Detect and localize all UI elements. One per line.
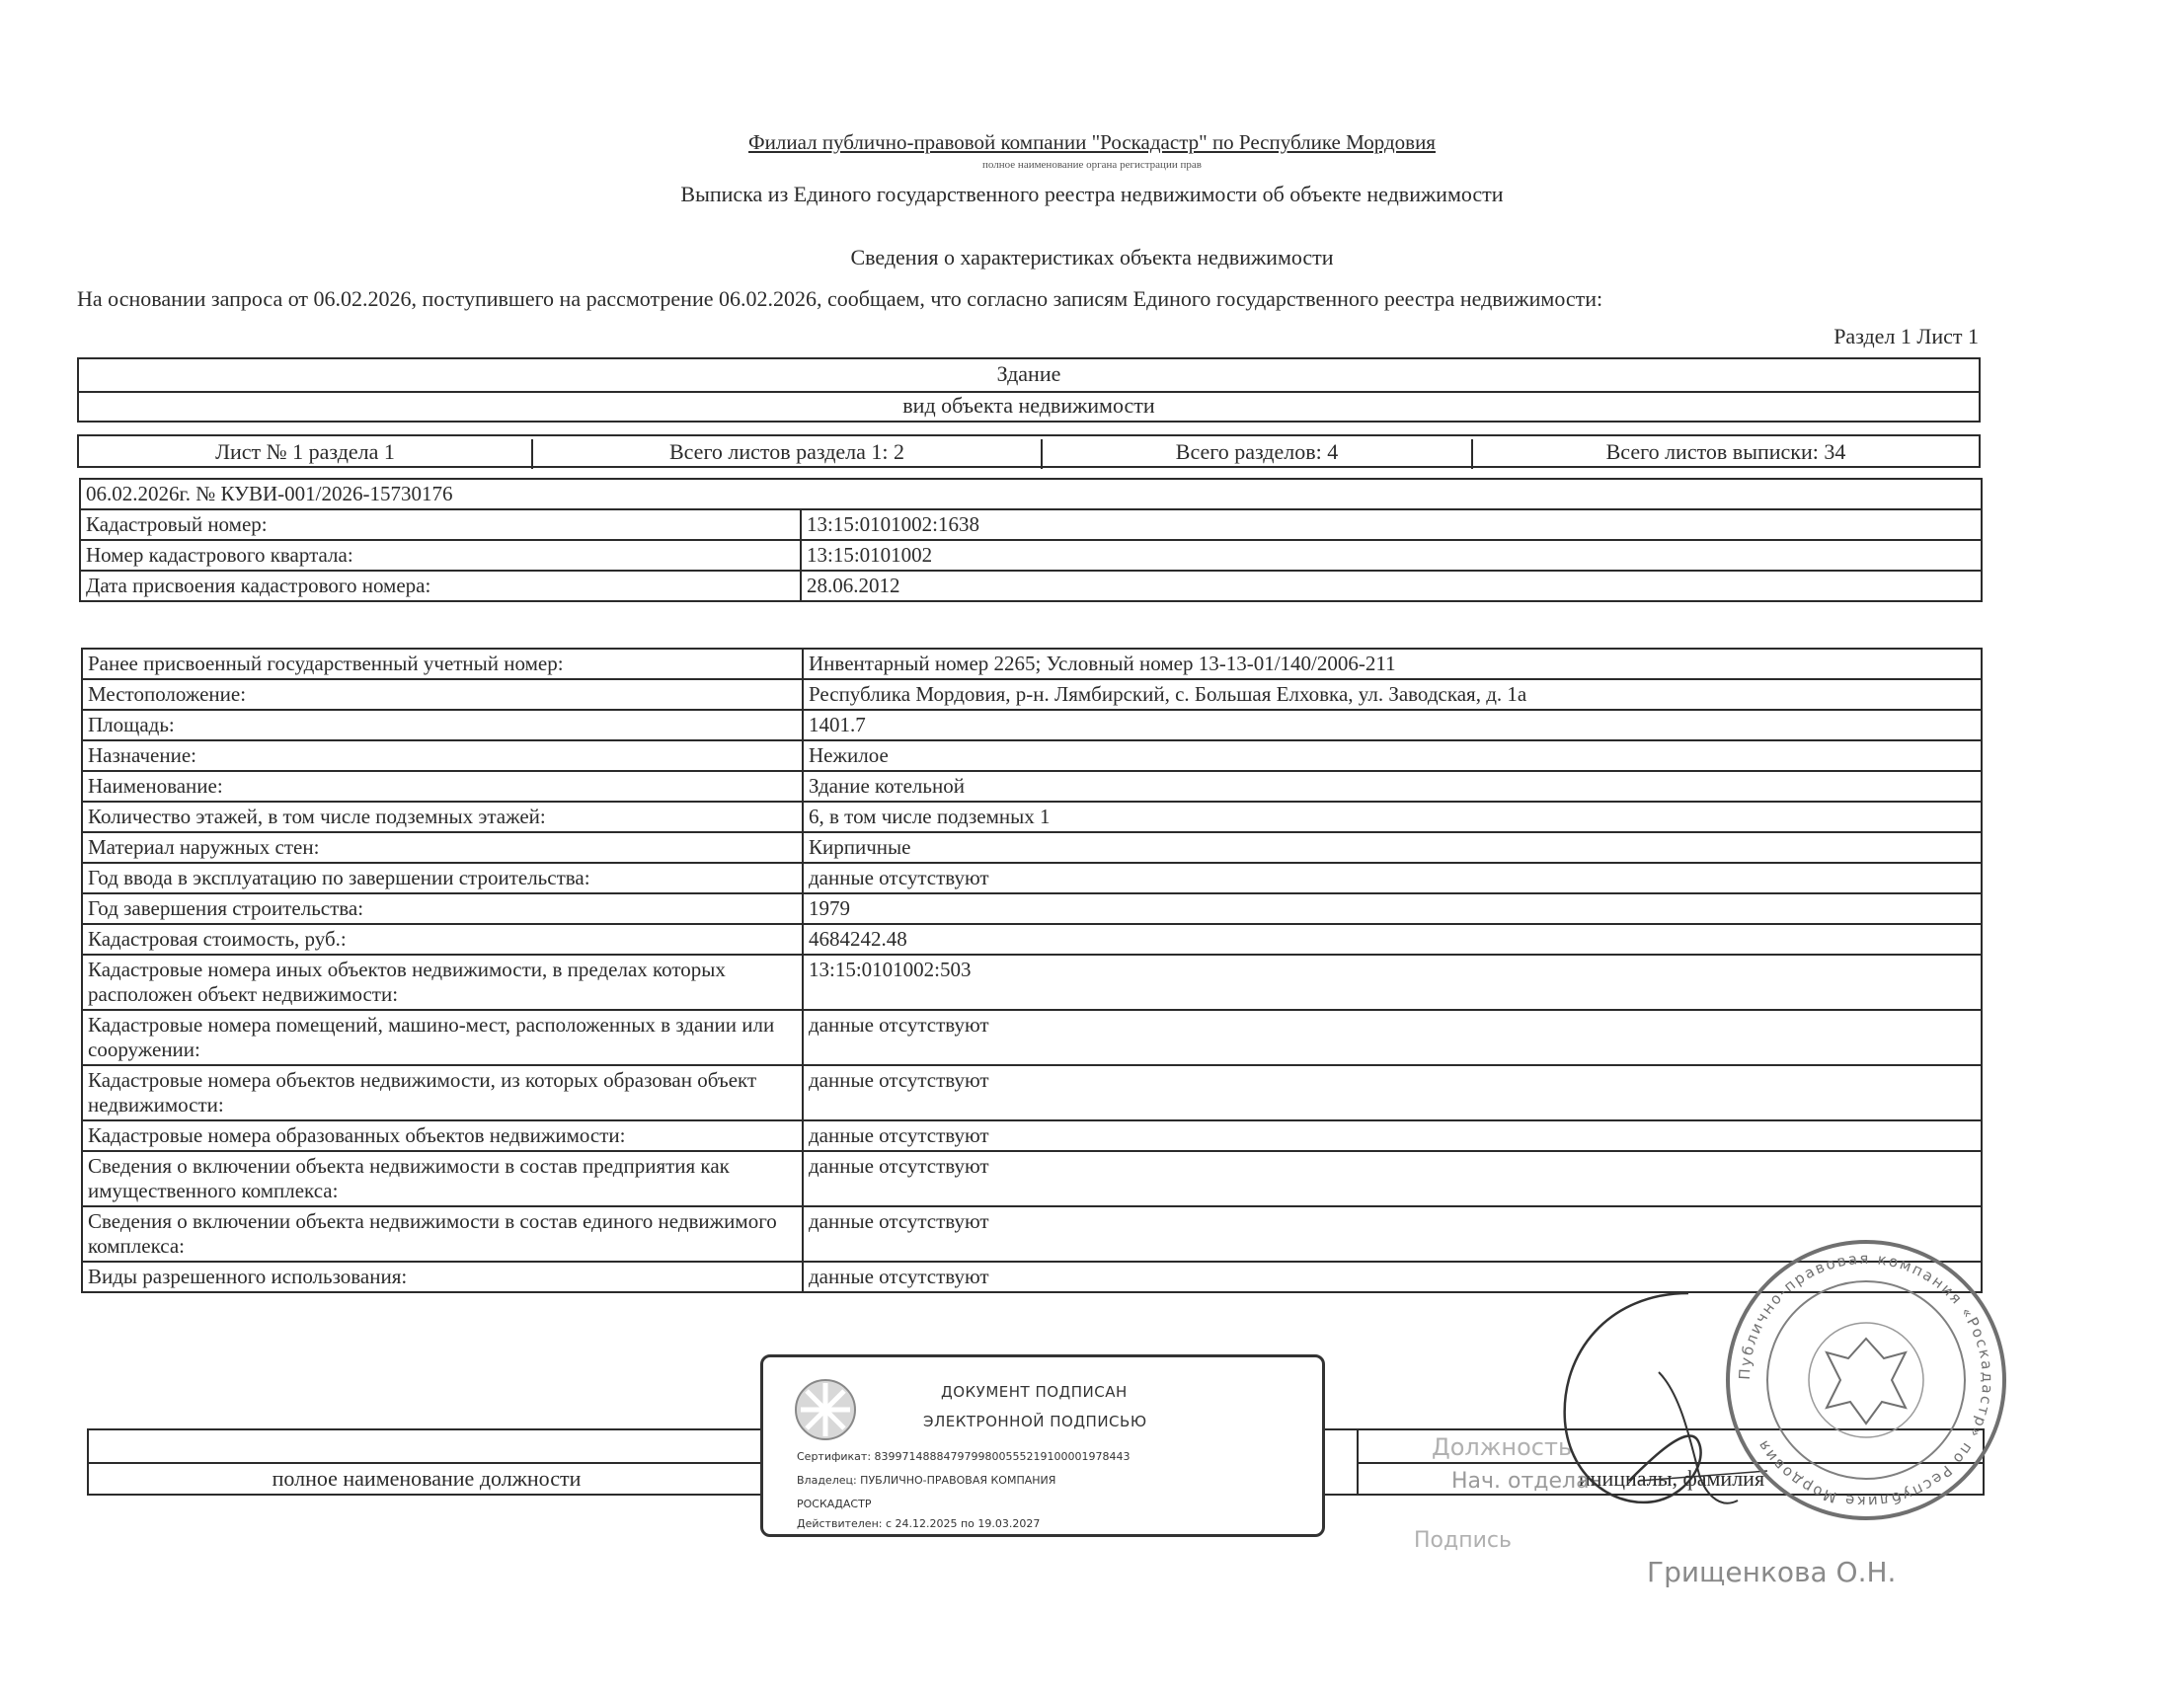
total-extract-sheets: Всего листов выписки: 34 xyxy=(1605,439,1846,464)
table-row xyxy=(80,540,1982,571)
initials-caption: инициалы, фамилия xyxy=(1578,1466,1765,1491)
section-title: Сведения о характеристиках объекта недвижимости xyxy=(850,245,1334,270)
request-number: 06.02.2026г. № КУВИ-001/2026-15730176 xyxy=(80,479,1982,509)
table-row xyxy=(82,1065,1982,1120)
row-label: Кадастровые номера образованных объектов недвижимости: xyxy=(82,1120,803,1151)
esign-certificate: Сертификат: 8399714888479799800555219100001978443 xyxy=(797,1450,1131,1463)
row-value: Инвентарный номер 2265; Условный номер 13-13-01/140/2006-211 xyxy=(803,649,1982,679)
table-row xyxy=(82,740,1982,771)
row-label: Дата присвоения кадастрового номера: xyxy=(80,571,801,601)
total-section-sheets: Всего листов раздела 1: 2 xyxy=(533,439,1043,469)
table-row xyxy=(82,679,1982,710)
esign-title-line2: ЭЛЕКТРОННОЙ ПОДПИСЬЮ xyxy=(923,1413,1147,1430)
row-value: 1979 xyxy=(803,893,1982,924)
table-row xyxy=(82,1010,1982,1065)
table-row xyxy=(82,771,1982,802)
table-row xyxy=(82,649,1982,679)
table-row xyxy=(82,893,1982,924)
seal-text: Публично-правовая компания «Роскадастр» по Республике Мордовия xyxy=(1735,1249,1997,1511)
row-value: 1401.7 xyxy=(803,710,1982,740)
row-value: 13:15:0101002:1638 xyxy=(801,509,1982,540)
row-label: Год завершения строительства: xyxy=(82,893,803,924)
handwritten-name: Грищенкова О.Н. xyxy=(1647,1556,1897,1588)
object-type-box xyxy=(77,357,1981,423)
total-sections: Всего разделов: 4 xyxy=(1043,439,1473,469)
table-row xyxy=(80,479,1982,509)
row-value: данные отсутствуют xyxy=(803,1010,1982,1065)
row-label: Наименование: xyxy=(82,771,803,802)
position-cell xyxy=(89,1430,766,1494)
row-value: Кирпичные xyxy=(803,832,1982,863)
row-label: Виды разрешенного использования: xyxy=(82,1262,803,1292)
table-row xyxy=(82,924,1982,955)
table-row xyxy=(80,509,1982,540)
organization-name: Филиал публично-правовой компании "Роскадастр" по Республике Мордовия xyxy=(748,130,1436,154)
sheet-number: Лист № 1 раздела 1 xyxy=(79,439,533,469)
row-label: Местоположение: xyxy=(82,679,803,710)
row-label: Площадь: xyxy=(82,710,803,740)
row-label: Кадастровые номера объектов недвижимости, из которых образован объект недвижимости: xyxy=(82,1065,803,1120)
handwritten-sign-label: Подпись xyxy=(1414,1528,1512,1553)
row-label: Кадастровая стоимость, руб.: xyxy=(82,924,803,955)
table-row xyxy=(82,802,1982,832)
row-label: Назначение: xyxy=(82,740,803,771)
row-value: Нежилое xyxy=(803,740,1982,771)
row-value: данные отсутствуют xyxy=(803,1120,1982,1151)
characteristics-table xyxy=(81,648,1983,1293)
table-row xyxy=(82,710,1982,740)
handwritten-subposition: Нач. отдела xyxy=(1451,1469,1590,1494)
row-value: Здание котельной xyxy=(803,771,1982,802)
row-value: данные отсутствуют xyxy=(803,1151,1982,1206)
electronic-signature-stamp xyxy=(760,1354,1325,1537)
row-value: данные отсутствуют xyxy=(803,1065,1982,1120)
sheets-row xyxy=(77,434,1981,468)
row-value: 6, в том числе подземных 1 xyxy=(803,802,1982,832)
svg-text:Публично-правовая компания «Ро xyxy=(1736,1250,1996,1510)
row-label: Количество этажей, в том числе подземных этажей: xyxy=(82,802,803,832)
esign-owner-name: РОСКАДАСТР xyxy=(797,1498,872,1510)
row-value: 13:15:0101002:503 xyxy=(803,955,1982,1010)
position-caption: полное наименование должности xyxy=(272,1466,582,1491)
object-type: Здание xyxy=(996,361,1061,386)
table-row xyxy=(82,955,1982,1010)
document-title: Выписка из Единого государственного реестра недвижимости об объекте недвижимости xyxy=(680,182,1504,206)
row-label: Сведения о включении объекта недвижимости в состав единого недвижимого комплекса: xyxy=(82,1206,803,1262)
row-label: Сведения о включении объекта недвижимости в состав предприятия как имущественного комплекса: xyxy=(82,1151,803,1206)
row-label: Ранее присвоенный государственный учетный номер: xyxy=(82,649,803,679)
row-label: Кадастровые номера иных объектов недвижимости, в пределах которых расположен объект недвижимости: xyxy=(82,955,803,1010)
row-value: Республика Мордовия, р-н. Лямбирский, с. Большая Елховка, ул. Заводская, д. 1а xyxy=(803,679,1982,710)
object-type-caption: вид объекта недвижимости xyxy=(902,393,1155,418)
table-row xyxy=(82,863,1982,893)
row-label: Номер кадастрового квартала: xyxy=(80,540,801,571)
table-row xyxy=(82,1206,1982,1262)
roscadastr-logo-icon xyxy=(793,1377,858,1442)
handwritten-position: Должность xyxy=(1432,1433,1573,1461)
row-label: Кадастровые номера помещений, машино-мест, расположенных в здании или сооружении: xyxy=(82,1010,803,1065)
cadastral-table xyxy=(79,478,1983,602)
row-label: Год ввода в эксплуатацию по завершении строительства: xyxy=(82,863,803,893)
esign-title-line1: ДОКУМЕНТ ПОДПИСАН xyxy=(941,1383,1128,1401)
row-value: данные отсутствуют xyxy=(803,1262,1982,1292)
page-reference: Раздел 1 Лист 1 xyxy=(1833,324,1979,348)
row-value: 4684242.48 xyxy=(803,924,1982,955)
eagle-emblem-icon xyxy=(1827,1339,1906,1424)
table-row xyxy=(82,832,1982,863)
row-label: Материал наружных стен: xyxy=(82,832,803,863)
row-value: данные отсутствуют xyxy=(803,863,1982,893)
row-value: данные отсутствуют xyxy=(803,1206,1982,1262)
table-row xyxy=(82,1120,1982,1151)
table-row xyxy=(80,571,1982,601)
basis-statement: На основании запроса от 06.02.2026, поступившего на рассмотрение 06.02.2026, сообщаем, что согласно записям Единого государственного реестра недвижимости: xyxy=(77,286,1603,311)
official-seal xyxy=(1718,1232,2014,1528)
table-row xyxy=(82,1151,1982,1206)
row-value: 13:15:0101002 xyxy=(801,540,1982,571)
row-label: Кадастровый номер: xyxy=(80,509,801,540)
esign-owner-label: Владелец: ПУБЛИЧНО-ПРАВОВАЯ КОМПАНИЯ xyxy=(797,1474,1056,1487)
row-value: 28.06.2012 xyxy=(801,571,1982,601)
esign-validity: Действителен: с 24.12.2025 по 19.03.2027 xyxy=(797,1517,1041,1530)
divider xyxy=(89,1462,764,1464)
organization-caption: полное наименование органа регистрации прав xyxy=(982,159,1202,171)
